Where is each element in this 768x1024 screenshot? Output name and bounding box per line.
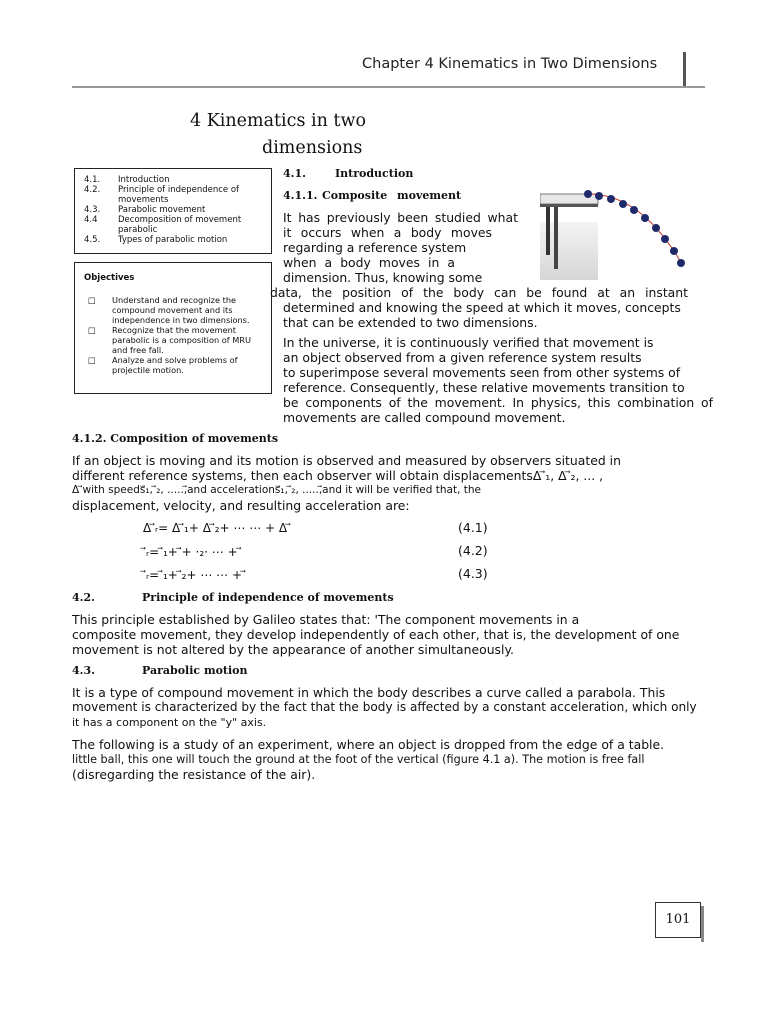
contents-list: [75, 169, 271, 245]
text-line: Δ ⃗with speeds⃗₁, ⃗₂, .....,⃗and accelerations⃗₁, ⃗₂, .....,⃗and it will be verified that, the: [72, 484, 481, 496]
contents-item-number: 4.2.: [84, 185, 101, 195]
equation-number: (4.1): [458, 520, 488, 535]
section-title: Principle of independence of movements: [142, 591, 394, 604]
text-line: If an object is moving and its motion is observed and measured by observers situated in: [72, 453, 621, 468]
paragraph-composition: [72, 453, 672, 513]
section-heading-4-1-1: [283, 189, 461, 202]
paragraph-parabolic: [72, 685, 712, 730]
section-number: 4.2.: [72, 591, 95, 604]
equation-4-2: ⃗ᵣ= ⃗₁+ ⃗+ ·₂· ⋯ + ⃗: [146, 545, 242, 559]
paragraph-intro: [270, 210, 703, 330]
contents-box: [74, 168, 272, 254]
page-number-box: [655, 902, 701, 938]
objective-text: Understand and recognize the compound movement and its independence in two dimensions.: [112, 295, 250, 325]
contents-item-number: 4.1.: [84, 175, 101, 185]
contents-item-label: Types of parabolic motion: [118, 235, 228, 245]
text-line: It is a type of compound movement in which the body describes a curve called a parabola. This: [72, 685, 666, 700]
section-heading-4-2: [72, 591, 394, 604]
header-horizontal-rule: [72, 86, 705, 88]
section-title: Introduction: [335, 167, 414, 180]
bullet-icon: □: [88, 325, 96, 335]
text-line: It has previously been studied what: [283, 210, 518, 225]
contents-item: [84, 205, 271, 215]
text-line: an object observed from a given reference system results: [283, 350, 642, 365]
section-number: 4.1.2.: [72, 432, 107, 445]
text-line: movements are called compound movement.: [283, 410, 566, 425]
text-line: (disregarding the resistance of the air).: [72, 767, 316, 782]
objective-item: [84, 325, 263, 355]
objectives-title: Objectives: [84, 273, 135, 283]
objective-text: Analyze and solve problems of projectile motion.: [112, 355, 238, 375]
text-line: reference. Consequently, these relative movements transition to: [283, 380, 685, 395]
contents-item-label: Parabolic movement: [118, 205, 206, 215]
contents-item-label: Principle of independence of movements: [118, 185, 240, 205]
contents-item: [84, 175, 271, 185]
text-line: regarding a reference system: [283, 240, 467, 255]
section-heading-4-1: [283, 167, 413, 180]
contents-item: [84, 185, 271, 205]
text-line: it occurs when a body moves: [283, 225, 492, 240]
text-line: movement is not altered by the appearance of another simultaneously.: [72, 642, 514, 657]
equation-4-3: ⃗ᵣ= ⃗₁+ ⃗₂+ ⋯ ⋯ + ⃗: [146, 568, 246, 582]
text-line: be components of the movement. In physics, this combination of: [283, 395, 713, 410]
chapter-title-line1: 4 Kinematics in two: [190, 111, 366, 131]
header-vertical-rule: [683, 52, 686, 88]
text-line: little ball, this one will touch the ground at the foot of the vertical (figure 4.1 a). The motion is free fall: [72, 753, 645, 766]
text-line: determined and knowing the speed at which it moves, concepts: [283, 300, 681, 315]
text-line: This principle established by Galileo states that: 'The component movements in a: [72, 612, 580, 627]
ball: [584, 190, 592, 198]
ball: [607, 195, 615, 203]
contents-item: [84, 215, 271, 235]
section-heading-4-3: [72, 664, 248, 677]
paragraph-independence: [72, 612, 682, 657]
equation-4-1: Δ ⃗ᵣ= Δ ⃗₁+ Δ ⃗₂+ ⋯ ⋯ + Δ ⃗: [143, 521, 291, 535]
section-number: 4.3.: [72, 664, 95, 677]
equation-number: (4.2): [458, 543, 488, 558]
text-line: to superimpose several movements seen from other systems of: [283, 365, 681, 380]
paragraph-universe: [283, 335, 713, 425]
ball: [619, 200, 627, 208]
paragraph-experiment: [72, 737, 712, 782]
table-edge: [540, 204, 598, 207]
text-line: different reference systems, then each observer will obtain displacementsΔ ⃗₁, Δ ⃗₂, ... ,: [72, 468, 604, 483]
contents-item-number: 4.4: [84, 215, 98, 225]
bullet-icon: □: [88, 355, 96, 365]
objectives-box: [74, 262, 272, 394]
text-line: data, the position of the body can be found at an instant: [270, 285, 688, 300]
section-heading-4-1-2: [72, 432, 278, 445]
section-title: Composite movement: [322, 189, 462, 202]
contents-item-number: 4.5.: [84, 235, 101, 245]
text-line: dimension. Thus, knowing some: [283, 270, 483, 285]
section-number: 4.1.: [283, 167, 306, 180]
section-title: Composition of movements: [110, 432, 279, 445]
chapter-title: [190, 108, 366, 162]
running-header: Chapter 4 Kinematics in Two Dimensions: [362, 56, 658, 72]
objective-item: [84, 355, 263, 375]
text-line: that can be extended to two dimensions.: [283, 315, 538, 330]
contents-item-label: Decomposition of movement parabolic: [118, 215, 242, 235]
contents-item-label: Introduction: [118, 175, 170, 185]
section-title: Parabolic motion: [142, 664, 248, 677]
text-line: The following is a study of an experiment, where an object is dropped from the edge of a table.: [72, 737, 665, 752]
text-line: it has a component on the "y" axis.: [72, 716, 267, 729]
bullet-icon: □: [88, 295, 96, 305]
text-line: In the universe, it is continuously verified that movement is: [283, 335, 654, 350]
text-line: when a body moves in a: [283, 255, 455, 270]
chapter-title-line2: dimensions: [262, 138, 363, 158]
objective-item: [84, 295, 263, 325]
objective-text: Recognize that the movement parabolic is a composition of MRU and free fall.: [112, 325, 251, 355]
contents-item: [84, 235, 271, 245]
text-line: movement is characterized by the fact that the body is affected by a constant acceleration, which only: [72, 700, 697, 714]
ball: [595, 192, 603, 200]
text-line: composite movement, they develop independently of each other, that is, the development of one: [72, 627, 680, 642]
contents-item-number: 4.3.: [84, 205, 101, 215]
text-line: displacement, velocity, and resulting acceleration are:: [72, 498, 410, 513]
section-number: 4.1.1.: [283, 189, 318, 202]
equation-number: (4.3): [458, 566, 488, 581]
page-number: 101: [665, 912, 691, 927]
